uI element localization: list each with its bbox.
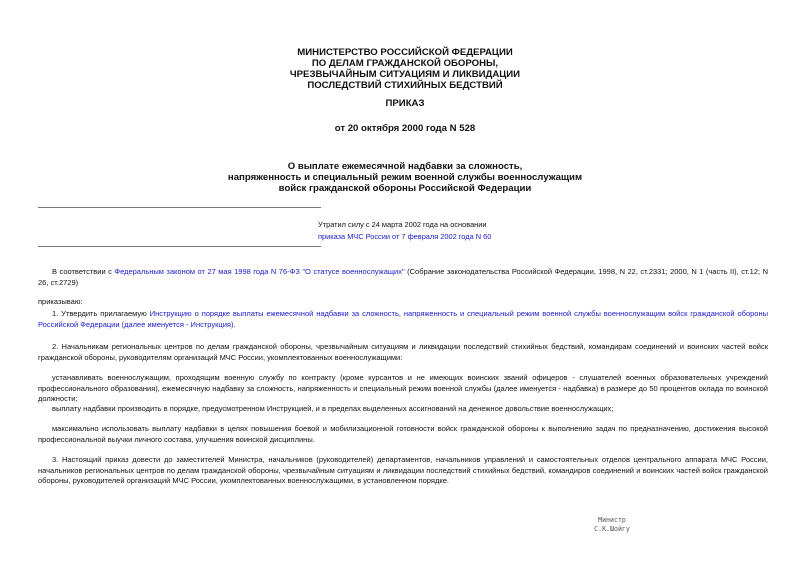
text-span: 1. Утвердить прилагаемую — [52, 309, 150, 318]
text-span: . — [233, 319, 236, 329]
divider-bottom — [38, 246, 321, 247]
status-note: Утратил силу с 24 марта 2002 года на основании — [318, 220, 487, 229]
document-title — [180, 161, 630, 194]
title-line: О выплате ежемесячной надбавки за сложность, — [287, 161, 523, 172]
signature-name: С.К.Шойгу — [594, 525, 630, 533]
paragraph-preamble — [38, 267, 768, 288]
repeal-order-link[interactable]: приказа МЧС России от 7 февраля 2002 года N 60 — [318, 232, 492, 241]
ministry-name — [200, 47, 610, 91]
paragraph-item-2-sub-2: выплату надбавки производить в порядке, предусмотренном Инструкцией, и в пределах выделенных ассигнований на денежное довольствие военнослужащих; — [52, 404, 614, 413]
text-span: (Собрание законодательства Российской Федерации, 1998, N 22, ст.2331; 2000, N 1 (часть II), ст.12; N 26, ст.2729) — [38, 267, 769, 287]
paragraph-item-2: 2. Начальникам региональных центров по делам гражданской обороны, чрезвычайным ситуациям и ликвидации последствий стихийных бедствий, командирам соединений и воинских частей войск гражданской обороны, руководителям организаций МЧС России, укомплектованных военнослужащими: — [38, 342, 768, 362]
paragraph-order: приказываю: — [38, 297, 83, 306]
divider-top — [38, 207, 321, 208]
document-type: ПРИКАЗ — [385, 98, 425, 109]
ministry-line: ПОСЛЕДСТВИЙ СТИХИЙНЫХ БЕДСТВИЙ — [307, 80, 503, 91]
ministry-line: ЧРЕЗВЫЧАЙНЫМ СИТУАЦИЯМ И ЛИКВИДАЦИИ — [289, 69, 521, 80]
text-span: В соответствии с — [52, 267, 115, 276]
title-line: войск гражданской обороны Российской Федерации — [278, 183, 532, 194]
paragraph-item-2-sub-3: максимально использовать выплату надбавки в целях повышения боевой и мобилизационной готовности войск гражданской обороны к выполнению задач по предназначению, достижения высокой профессиональной выучки личного состава, улучшения воинской дисциплины. — [38, 424, 768, 444]
instruction-link[interactable]: Инструкцию о порядке выплаты ежемесячной надбавки за сложность, напряженность и специальный режим военной службы военнослужащим войск гражданской обороны Российской Федерации (далее именуется - Инструкция) — [38, 309, 768, 329]
title-line: напряженность и специальный режим военной службы военнослужащим — [227, 172, 583, 183]
status-link-line — [318, 231, 618, 242]
ministry-line: ПО ДЕЛАМ ГРАЖДАНСКОЙ ОБОРОНЫ, — [311, 58, 499, 69]
federal-law-link[interactable]: Федеральным законом от 27 мая 1998 года N 76-ФЗ "О статусе военнослужащих" — [114, 267, 405, 276]
paragraph-item-1 — [38, 309, 768, 330]
ministry-line: МИНИСТЕРСТВО РОССИЙСКОЙ ФЕДЕРАЦИИ — [297, 47, 513, 58]
document-date: от 20 октября 2000 года N 528 — [334, 123, 476, 134]
paragraph-item-2-sub-1: устанавливать военнослужащим, проходящим военную службу по контракту (кроме курсантов и не имеющих воинских званий офицеров - слушателей военных образовательных учреждений профессионального образования), ежемесячную надбавку за сложность, напряженность и специальный режим военной службы (далее именуется - надбавка) в размере до 50 процентов оклада по воинской должности; — [38, 373, 768, 404]
signature-position: Министр — [598, 516, 626, 524]
paragraph-item-3: 3. Настоящий приказ довести до заместителей Министра, начальников (руководителей) департаментов, начальников управлений и самостоятельных отделов центрального аппарата МЧС России, начальников региональных центров по делам гражданской обороны, чрезвычайным ситуациям и ликвидации последствий стихийных бедствий, командиров соединений и воинских частей войск гражданской обороны, руководителей организаций МЧС России, укомплектованных военнослужащими, в установленном порядке. — [38, 455, 768, 486]
